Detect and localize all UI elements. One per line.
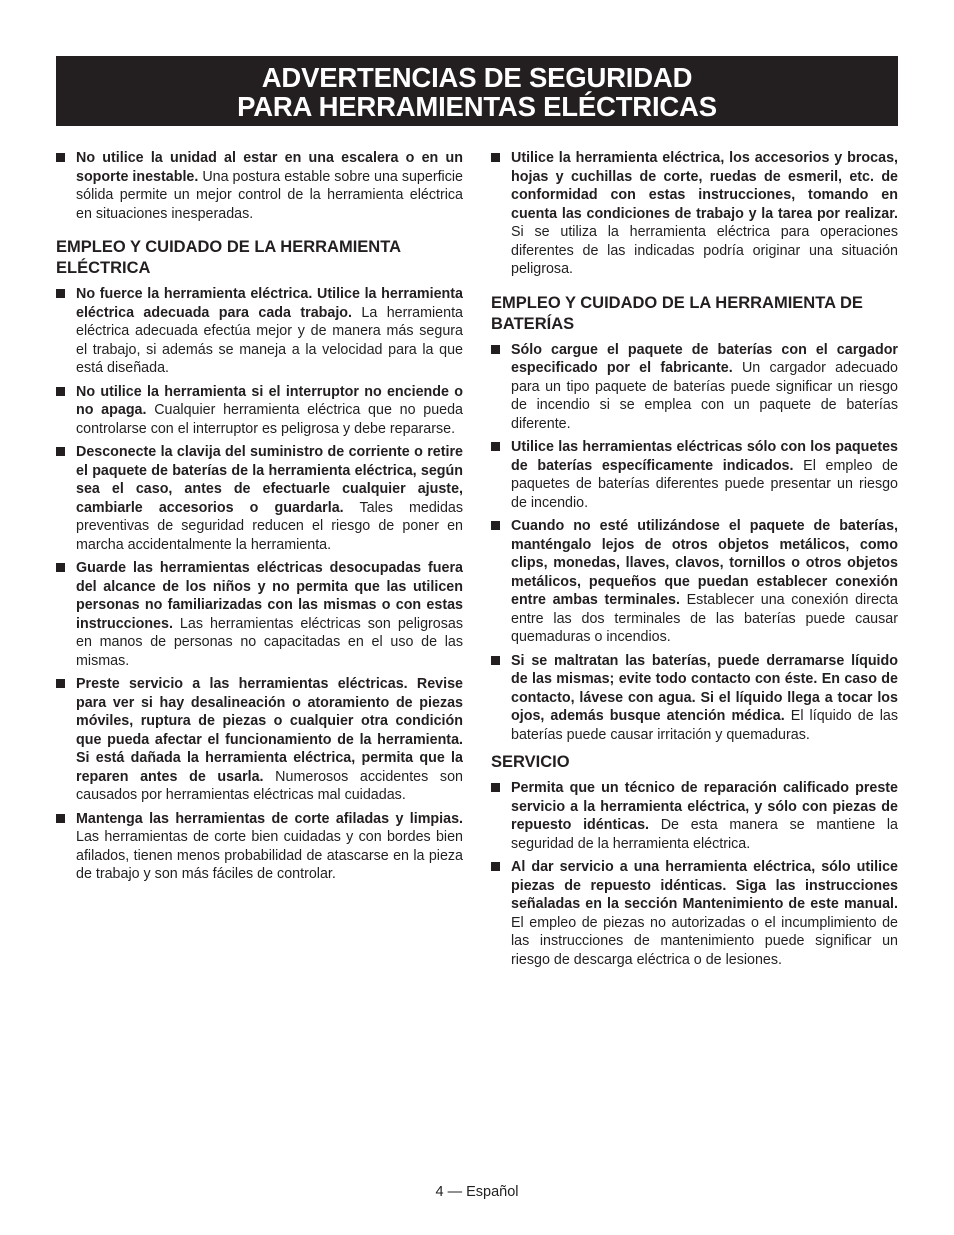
section-heading-tool-use: EMPLEO Y CUIDADO DE LA HERRAMIENTA ELÉCTRICA bbox=[56, 238, 401, 277]
item-text: El líquido de las baterías puede causar irritación y quemaduras. bbox=[511, 708, 898, 743]
item-lead: Mantenga las herramientas de corte afiladas y limpias. bbox=[76, 810, 463, 827]
item-text: Establecer una conexión directa entre las dos terminales de las baterías puede causar quemaduras o incendios. bbox=[511, 592, 898, 645]
item-lead: No fuerce la herramienta eléctrica. Utilice la herramienta eléctrica adecuada para cada trabajo. bbox=[76, 286, 463, 321]
list-item bbox=[491, 341, 898, 434]
item-lead: Preste servicio a las herramientas eléctricas. Revise para ver si hay desalineación o atoramiento de piezas móviles, ruptura de piezas o cualquier otra condición que pueda afectar el funcionamiento de la herramienta. Si está dañada la herramienta eléctrica, permita que la reparen antes de usarla. bbox=[76, 676, 463, 785]
bullet-square-icon bbox=[56, 289, 65, 298]
item-text: Un cargador adecuado para un tipo paquete de baterías puede significar un riesgo de incendio si se emplea con un paquete de baterías diferente. bbox=[511, 360, 898, 432]
item-text: Las herramientas eléctricas son peligrosas en manos de personas no capacitadas en el uso de las mismas. bbox=[76, 615, 463, 669]
page-footer: 4 — Español bbox=[435, 1184, 519, 1200]
bullet-square-icon bbox=[56, 153, 65, 162]
bullet-square-icon bbox=[491, 442, 500, 451]
list-item bbox=[56, 149, 463, 223]
section-heading-battery-tool: EMPLEO Y CUIDADO DE LA HERRAMIENTA DE BATERÍAS bbox=[491, 293, 863, 333]
item-text: Las herramientas de corte bien cuidadas y con bordes bien afilados, tienen menos probabilidad de atascarse en la pieza de trabajo y son más fáciles de controlar. bbox=[76, 829, 463, 882]
bullet-square-icon bbox=[56, 563, 65, 572]
item-text: De esta manera se mantiene la seguridad de la herramienta eléctrica. bbox=[511, 817, 898, 852]
list-item bbox=[56, 285, 463, 378]
item-lead: Desconecte la clavija del suministro de corriente o retire el paquete de baterías de la herramienta eléctrica, según sea el caso, antes de efectuarle cualquier ajuste, cambiarle accesorios o guardarla. bbox=[76, 444, 463, 516]
item-lead: Guarde las herramientas eléctricas desocupadas fuera del alcance de los niños y no permita que las utilicen personas no familiarizadas con las mismas o con estas instrucciones. bbox=[76, 560, 463, 632]
item-lead: Cuando no esté utilizándose el paquete de baterías, manténgalo lejos de otros objetos metálicos, como clips, monedas, llaves, clavos, tornillos o otros objetos metálicos, pequeños que puedan establecer conexión entre ambas terminales. bbox=[511, 518, 898, 608]
item-text: Una postura estable sobre una superficie sólida permite un mejor control de la herramienta eléctrica en situaciones inesperadas. bbox=[76, 168, 464, 222]
list-item bbox=[491, 438, 898, 512]
bullet-square-icon bbox=[56, 814, 65, 823]
item-lead: No utilice la unidad al estar en una escalera o en un soporte inestable. bbox=[76, 150, 463, 185]
list-item bbox=[491, 858, 898, 969]
item-text: La herramienta eléctrica adecuada efectúa mejor y de manera más segura el trabajo, si además se maneja a la velocidad para la que está diseñada. bbox=[76, 304, 464, 376]
bullet-square-icon bbox=[56, 447, 65, 456]
item-lead: Permita que un técnico de reparación calificado preste servicio a la herramienta eléctrica, y sólo con piezas de repuesto idénticas. bbox=[511, 780, 898, 833]
bullet-square-icon bbox=[56, 387, 65, 396]
item-text: El empleo de piezas no autorizadas o el incumplimiento de las instrucciones de mantenimiento puede significar un riesgo de descarga eléctrica o de lesiones. bbox=[511, 914, 898, 968]
list-item bbox=[491, 652, 898, 745]
item-text: Si se utiliza la herramienta eléctrica para operaciones diferentes de las indicadas podría originar una situación peligrosa. bbox=[511, 224, 898, 277]
bullet-square-icon bbox=[491, 656, 500, 665]
bullet-square-icon bbox=[491, 862, 500, 871]
item-text: El empleo de paquetes de baterías diferentes puede presentar un riesgo de incendio. bbox=[511, 457, 898, 511]
section-heading-service: SERVICIO bbox=[491, 753, 570, 771]
bullet-square-icon bbox=[491, 783, 500, 792]
page-banner bbox=[56, 56, 898, 126]
left-column bbox=[56, 149, 463, 889]
item-text: Tales medidas preventivas de seguridad reducen el riesgo de poner en marcha accidentalmente la herramienta. bbox=[76, 499, 463, 553]
list-item bbox=[56, 559, 463, 670]
item-text: Numerosos accidentes son causados por herramientas eléctricas mal cuidadas. bbox=[76, 768, 463, 803]
item-lead: Utilice la herramienta eléctrica, los accesorios y brocas, hojas y cuchillas de corte, ruedas de esmeril, etc. de conformidad con estas instrucciones, tomando en cuenta las condiciones de trabajo y la tarea por realizar. bbox=[511, 150, 898, 222]
bullet-square-icon bbox=[491, 521, 500, 530]
item-lead: Utilice las herramientas eléctricas sólo con los paquetes de baterías específicamente indicados. bbox=[511, 439, 898, 474]
right-column bbox=[491, 149, 898, 974]
item-lead: Si se maltratan las baterías, puede derramarse líquido de las mismas; evite todo contacto con éste. En caso de contacto, lávese con agua. Si el líquido llega a tocar los ojos, además busque atención médica. bbox=[511, 652, 898, 724]
banner-title-line-1: ADVERTENCIAS DE SEGURIDAD bbox=[261, 62, 693, 93]
list-item bbox=[491, 517, 898, 647]
item-lead: Al dar servicio a una herramienta eléctrica, sólo utilice piezas de repuesto idénticas. Siga las instrucciones señaladas en la sección Mantenimiento de este manual. bbox=[511, 859, 898, 912]
list-item bbox=[491, 779, 898, 853]
bullet-square-icon bbox=[56, 679, 65, 688]
list-item bbox=[56, 383, 463, 439]
item-lead: Sólo cargue el paquete de baterías con el cargador especificado por el fabricante. bbox=[511, 341, 898, 376]
item-lead: No utilice la herramienta si el interruptor no enciende o no apaga. bbox=[76, 383, 463, 418]
list-item bbox=[56, 810, 463, 884]
banner-title-line-2: PARA HERRAMIENTAS ELÉCTRICAS bbox=[237, 91, 717, 122]
bullet-square-icon bbox=[491, 345, 500, 354]
list-item bbox=[491, 149, 898, 279]
list-item bbox=[56, 443, 463, 554]
item-text: Cualquier herramienta eléctrica que no pueda controlarse con el interruptor es peligrosa y debe repararse. bbox=[76, 402, 463, 437]
bullet-square-icon bbox=[491, 153, 500, 162]
list-item bbox=[56, 675, 463, 805]
